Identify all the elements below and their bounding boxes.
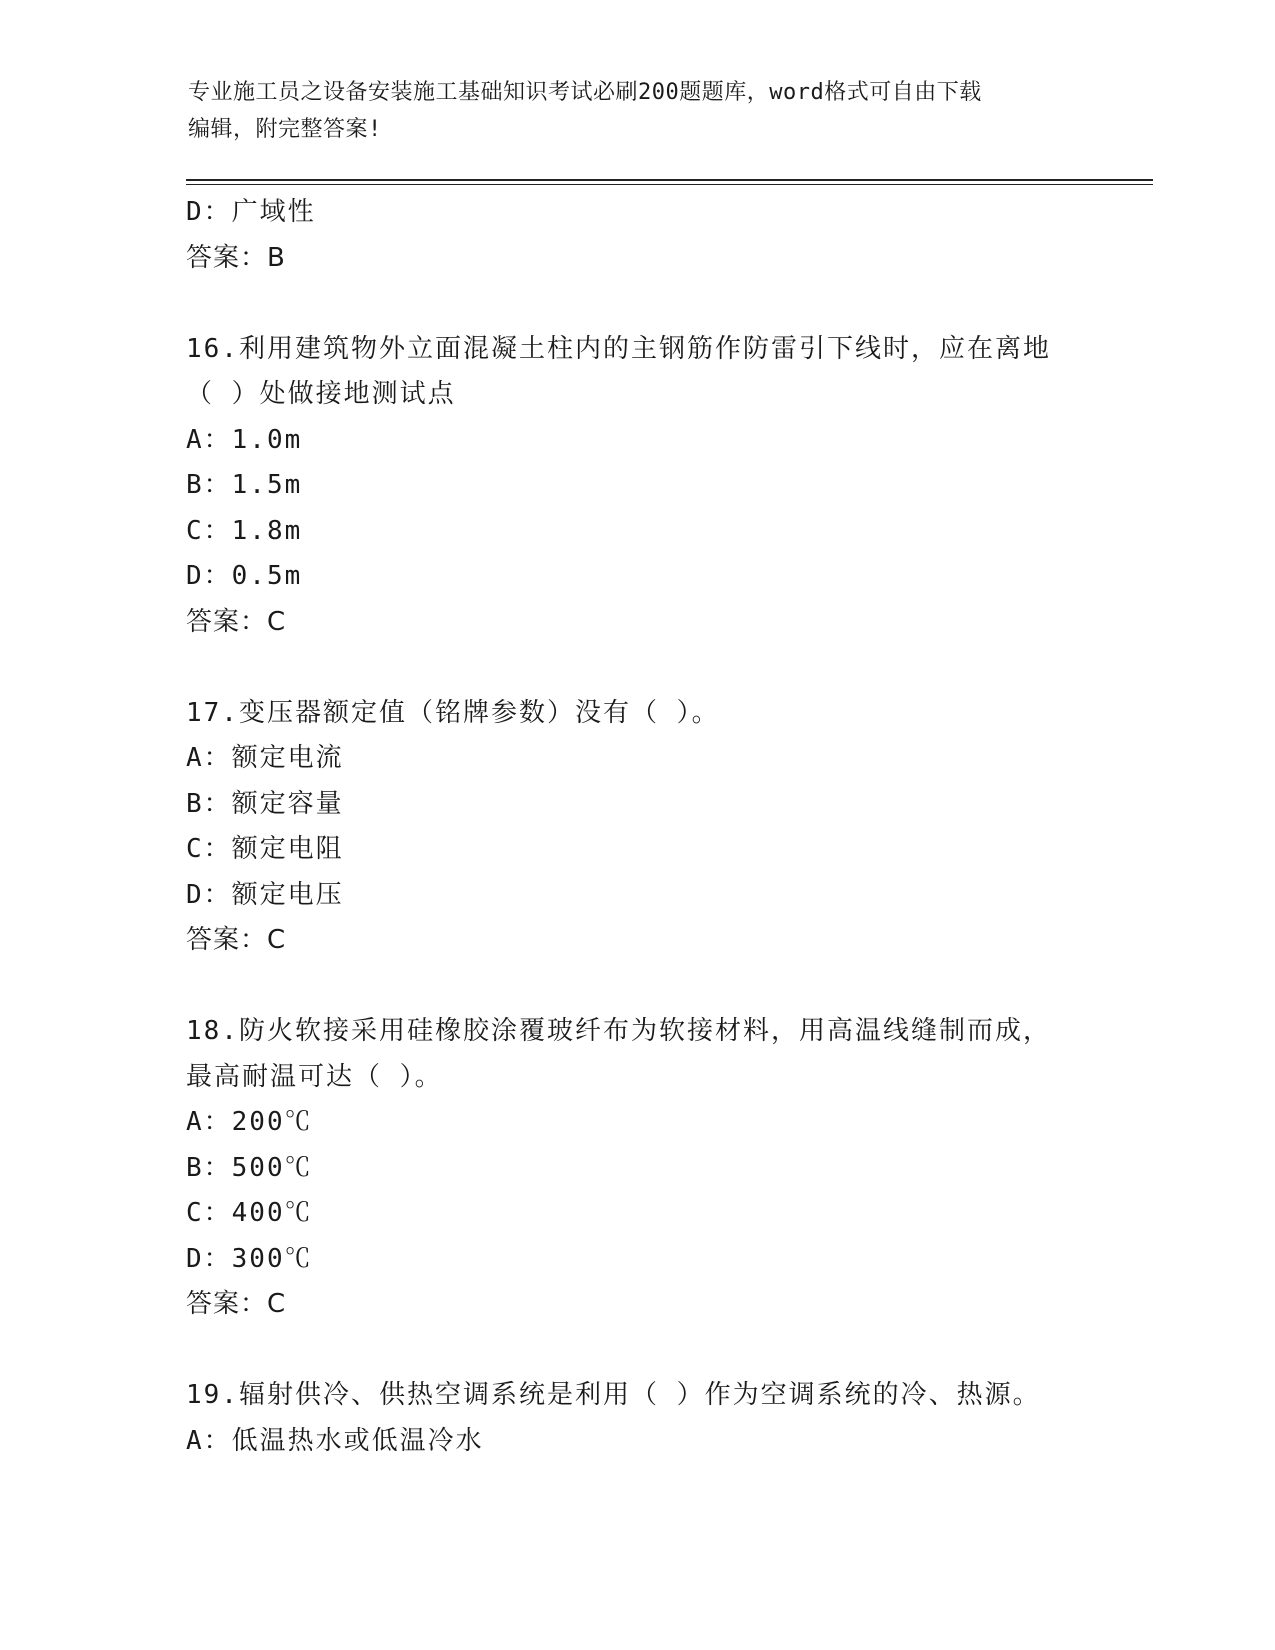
q17-answer: 答案：C [186,925,287,955]
q18-stem-line-1: 18.防火软接采用硅橡胶涂覆玻纤布为软接材料，用高温线缝制而成， [186,1016,1051,1046]
spacer [186,281,1086,327]
q16-stem-line-1: 16.利用建筑物外立面混凝土柱内的主钢筋作防雷引下线时，应在离地 [186,333,1051,364]
q18-option-d: D：300℃ [186,1243,313,1274]
prev-answer: 答案：B [186,242,286,273]
q17-option-d: D：额定电压 [186,879,344,910]
q16-option-a: A：1.0m [186,424,303,455]
header-line-1: 专业施工员之设备安装施工基础知识考试必刷200题题库，word格式可自由下载 [188,80,982,105]
document-header [188,74,1088,148]
q19-stem-line-1: 19.辐射供冷、供热空调系统是利用（ ）作为空调系统的冷、热源。 [186,1380,1041,1410]
spacer [186,1328,1086,1374]
q16-answer: 答案：C [186,606,287,637]
header-line-2: 编辑，附完整答案! [188,117,382,142]
question-list [186,190,1086,1464]
q18-option-c: C：400℃ [186,1198,313,1228]
q17-option-b: B：额定容量 [186,788,344,819]
q19-option-a: A：低温热水或低温冷水 [186,1425,484,1456]
q16-option-c: C：1.8m [186,515,303,546]
q18-option-b: B：500℃ [186,1152,313,1183]
q16-stem-line-2: （ ）处做接地测试点 [186,379,456,409]
q17-option-c: C：额定电阻 [186,834,344,864]
q16-option-d: D：0.5m [186,561,303,591]
prev-option-d: D：广域性 [186,197,316,227]
q18-answer: 答案：C [186,1289,287,1319]
q18-stem-line-2: 最高耐温可达（ ）。 [186,1061,443,1092]
q17-stem-line-1: 17.变压器额定值（铭牌参数）没有（ ）。 [186,697,720,728]
q17-option-a: A：额定电流 [186,743,344,773]
spacer [186,964,1086,1010]
q16-option-b: B：1.5m [186,470,303,500]
header-rule-thick [186,179,1153,181]
header-rule-thin [186,184,1153,185]
spacer [186,645,1086,691]
q18-option-a: A：200℃ [186,1107,313,1137]
